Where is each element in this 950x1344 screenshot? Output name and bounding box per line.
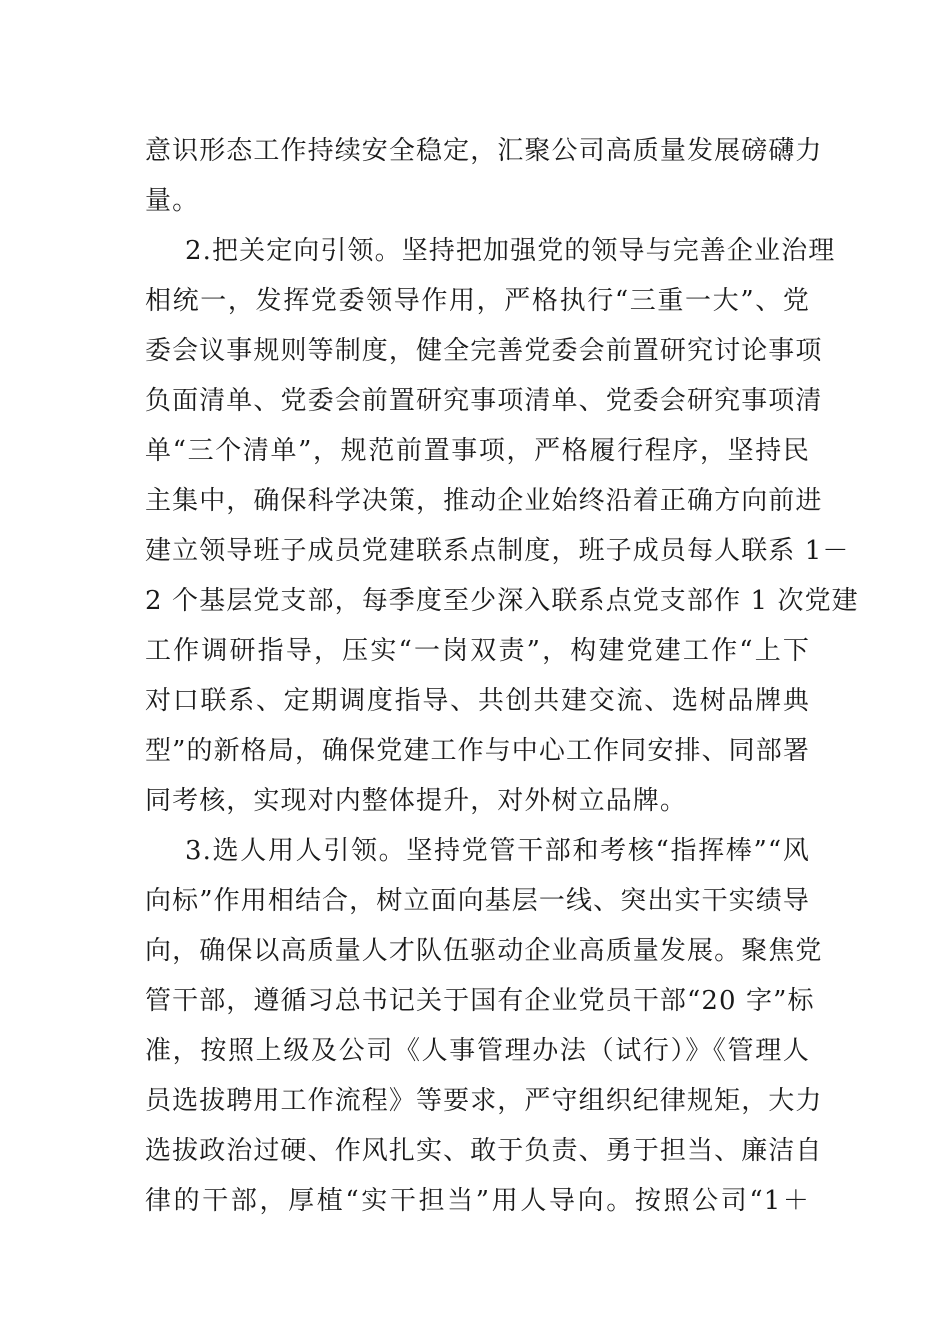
text-line: 2 个基层党支部，每季度至少深入联系点党支部作 1 次党建 [145,586,859,616]
text-line: 向标”作用相结合，树立面向基层一线、突出实干实绩导 [145,886,810,916]
text-line: 意识形态工作持续安全稳定，汇聚公司高质量发展磅礴力 [145,136,823,166]
text-line: 向，确保以高质量人才队伍驱动企业高质量发展。聚焦党 [145,936,823,966]
text-line: 准，按照上级及公司《人事管理办法（试行）》《管理人 [145,1036,810,1066]
text-line: 主集中，确保科学决策，推动企业始终沿着正确方向前进 [145,486,823,516]
text-line: 对口联系、定期调度指导、共创共建交流、选树品牌典 [145,686,810,716]
text-line: 建立领导班子成员党建联系点制度，班子成员每人联系 1－ [145,536,850,566]
text-line: 员选拔聘用工作流程》等要求，严守组织纪律规矩，大力 [145,1086,823,1116]
text-line: 委会议事规则等制度，健全完善党委会前置研究讨论事项 [145,336,823,366]
text-line: 2.把关定向引领。坚持把加强党的领导与完善企业治理 [185,236,836,266]
text-line: 单“三个清单”，规范前置事项，严格履行程序，坚持民 [145,436,810,466]
text-line: 工作调研指导，压实“一岗双责”，构建党建工作“上下 [145,636,810,666]
text-line: 3.选人用人引领。坚持党管干部和考核“指挥棒”“风 [185,836,810,866]
text-line: 选拔政治过硬、作风扎实、敢于负责、勇于担当、廉洁自 [145,1136,823,1166]
text-line: 相统一，发挥党委领导作用，严格执行“三重一大”、党 [145,286,810,316]
text-line: 同考核，实现对内整体提升，对外树立品牌。 [145,786,688,816]
text-line: 量。 [145,186,200,216]
text-line: 负面清单、党委会前置研究事项清单、党委会研究事项清 [145,386,823,416]
text-line: 管干部，遵循习总书记关于国有企业党员干部“20 字”标 [145,986,815,1016]
text-line: 型”的新格局，确保党建工作与中心工作同安排、同部署 [145,736,810,766]
text-line: 律的干部，厚植“实干担当”用人导向。按照公司“1＋ [145,1186,810,1216]
